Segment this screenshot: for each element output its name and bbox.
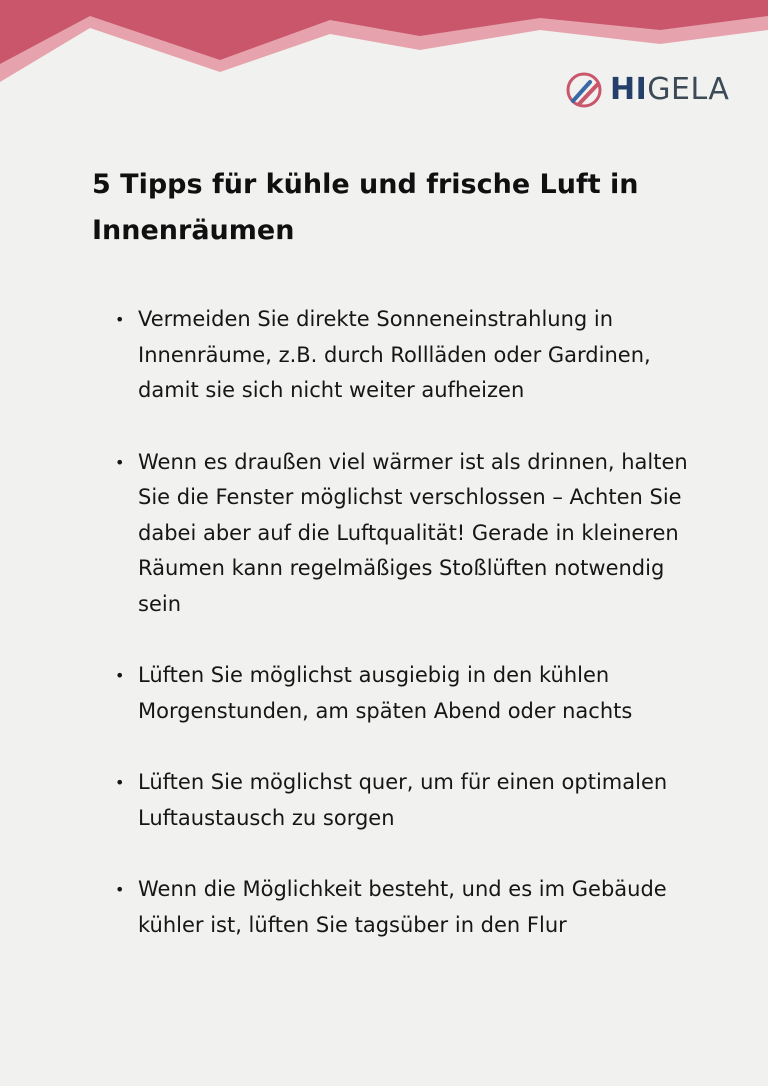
tip-item: [92, 765, 692, 836]
brand-name-hi: HI: [610, 72, 648, 107]
bullet-icon: •: [115, 773, 125, 792]
tips-list: [92, 302, 692, 979]
bullet-icon: •: [115, 310, 125, 329]
tip-item: [92, 302, 692, 409]
tip-item: [92, 658, 692, 729]
brand-name: [610, 72, 730, 107]
bullet-icon: •: [115, 880, 125, 899]
brand-name-gela: GELA: [647, 72, 730, 107]
tip-text: Wenn die Möglichkeit besteht, und es im Gebäude kühler ist, lüften Sie tagsüber in den Flur: [138, 877, 667, 937]
document-title: 5 Tipps für kühle und frische Luft in Innenräumen: [92, 169, 639, 246]
bullet-icon: •: [115, 666, 125, 685]
tip-text: Lüften Sie möglichst quer, um für einen optimalen Luftaustausch zu sorgen: [138, 770, 668, 830]
tip-item: [92, 872, 692, 943]
slashed-circle-icon: [564, 70, 604, 110]
tip-text: Lüften Sie möglichst ausgiebig in den kühlen Morgenstunden, am späten Abend oder nachts: [138, 663, 633, 723]
tip-text: Vermeiden Sie direkte Sonneneinstrahlung in Innenräume, z.B. durch Rollläden oder Gardinen, damit sie sich nicht weiter aufheizen: [138, 307, 651, 402]
tip-item: [92, 445, 692, 623]
tip-text: Wenn es draußen viel wärmer ist als drinnen, halten Sie die Fenster möglichst verschlossen – Achten Sie dabei aber auf die Luftqualität! Gerade in kleineren Räumen kann regelmäßiges Stoßlüften notwendig sein: [138, 449, 688, 616]
brand-logo: [564, 70, 729, 110]
bullet-icon: •: [115, 452, 125, 472]
